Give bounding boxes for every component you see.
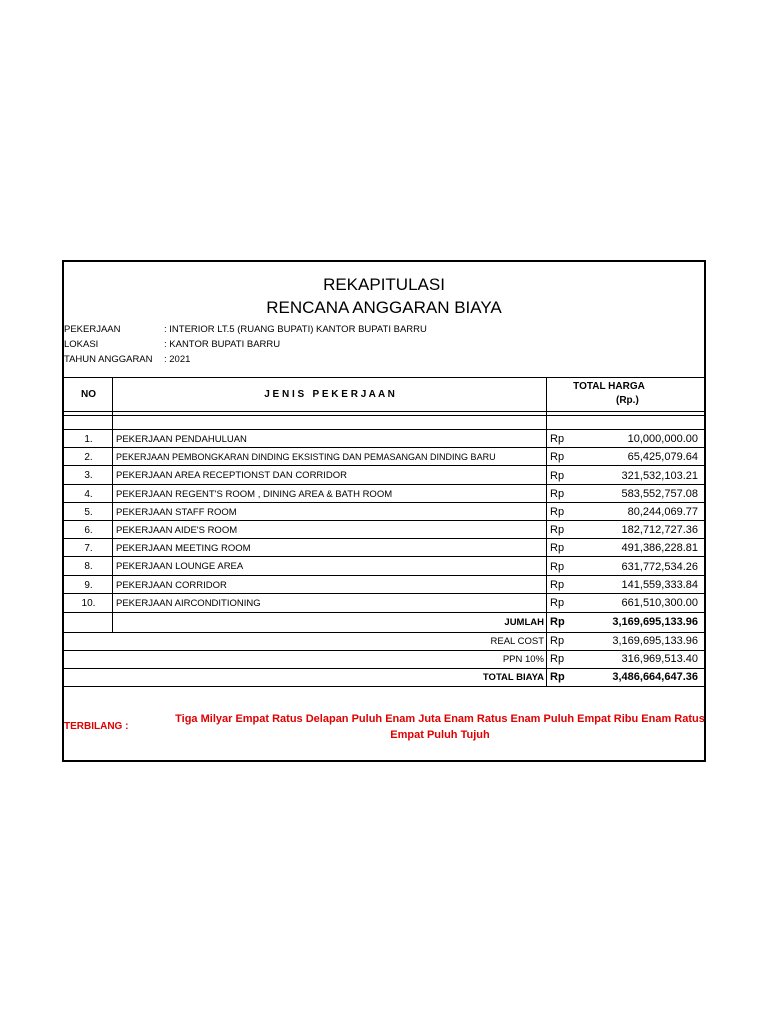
row-desc: PEKERJAAN AREA RECEPTIONST DAN CORRIDOR — [116, 470, 348, 481]
row-no: 7. — [84, 543, 93, 554]
row-no: 5. — [84, 507, 93, 518]
row-amount: 491,386,228.81 — [621, 542, 698, 554]
header-no: NO — [81, 389, 96, 400]
summary-amount-total-biaya: 3,486,664,647.36 — [612, 671, 698, 683]
header-total-harga: TOTAL HARGA — [573, 381, 645, 392]
info-value: : 2021 — [164, 354, 191, 365]
summary-currency: Rp — [550, 616, 565, 628]
row-border — [64, 632, 704, 633]
row-border — [64, 465, 704, 466]
row-desc: PEKERJAAN MEETING ROOM — [116, 543, 251, 554]
row-desc: PEKERJAAN AIDE'S ROOM — [116, 525, 238, 536]
summary-currency: Rp — [550, 671, 565, 683]
row-amount: 65,425,079.64 — [627, 451, 698, 463]
row-border — [64, 612, 704, 613]
row-amount: 182,712,727.36 — [621, 524, 698, 536]
summary-label-total-biaya: TOTAL BIAYA — [482, 672, 544, 683]
summary-label-jumlah: JUMLAH — [504, 617, 544, 628]
row-desc: PEKERJAAN LOUNGE AREA — [116, 561, 244, 572]
row-currency: Rp — [550, 561, 565, 573]
summary-amount-jumlah: 3,169,695,133.96 — [612, 616, 698, 628]
row-currency: Rp — [550, 506, 565, 518]
terbilang-label: TERBILANG : — [64, 721, 129, 732]
row-desc: PEKERJAAN PENDAHULUAN — [116, 434, 247, 445]
header-unit: (Rp.) — [616, 395, 639, 406]
rab-sheet — [62, 260, 706, 762]
row-currency: Rp — [550, 524, 565, 536]
row-no: 4. — [84, 489, 93, 500]
row-desc: PEKERJAAN AIRCONDITIONING — [116, 598, 261, 609]
row-no: 1. — [84, 434, 93, 445]
row-border — [64, 650, 704, 651]
spacer-row-border — [64, 429, 704, 430]
row-currency: Rp — [550, 542, 565, 554]
info-label: LOKASI — [64, 339, 99, 350]
col-divider-total — [546, 377, 547, 686]
info-label: TAHUN ANGGARAN — [64, 354, 153, 365]
row-amount: 631,772,534.26 — [621, 561, 698, 573]
row-no: 10. — [81, 598, 96, 609]
row-amount: 583,552,757.08 — [621, 488, 698, 500]
row-currency: Rp — [550, 579, 565, 591]
header-double-border — [64, 415, 704, 416]
row-amount: 141,559,333.84 — [621, 579, 698, 591]
row-border — [64, 484, 704, 485]
title-rencana-anggaran: RENCANA ANGGARAN BIAYA — [266, 298, 502, 317]
row-border — [64, 668, 704, 669]
summary-label-ppn: PPN 10% — [502, 654, 544, 665]
row-amount: 80,244,069.77 — [627, 506, 698, 518]
row-no: 2. — [84, 452, 93, 463]
summary-amount-real-cost: 3,169,695,133.96 — [612, 635, 698, 647]
row-desc: PEKERJAAN PEMBONGKARAN DINDING EKSISTING DAN PEMASANGAN DINDING BARU — [116, 452, 496, 462]
row-border — [64, 538, 704, 539]
row-border — [64, 593, 704, 594]
row-amount: 10,000,000.00 — [627, 433, 698, 445]
row-border — [64, 575, 704, 576]
col-divider-no — [112, 377, 113, 632]
info-value: : INTERIOR LT.5 (RUANG BUPATI) KANTOR BUPATI BARRU — [164, 324, 427, 335]
header-bottom-border — [64, 411, 704, 412]
row-amount: 661,510,300.00 — [621, 597, 698, 609]
row-border — [64, 556, 704, 557]
summary-label-real-cost: REAL COST — [490, 636, 544, 647]
row-amount: 321,532,103.21 — [621, 470, 698, 482]
row-border — [64, 502, 704, 503]
info-value: : KANTOR BUPATI BARRU — [164, 339, 281, 350]
header-jenis-pekerjaan: J E N I S P E K E R J A A N — [264, 389, 395, 400]
row-no: 9. — [84, 580, 93, 591]
summary-currency: Rp — [550, 635, 565, 647]
row-desc: PEKERJAAN REGENT'S ROOM , DINING AREA & BATH ROOM — [116, 489, 393, 500]
title-rekapitulasi: REKAPITULASI — [323, 275, 445, 294]
info-label: PEKERJAAN — [64, 324, 121, 335]
row-currency: Rp — [550, 488, 565, 500]
row-currency: Rp — [550, 597, 565, 609]
row-desc: PEKERJAAN STAFF ROOM — [116, 507, 237, 518]
row-currency: Rp — [550, 470, 565, 482]
row-no: 3. — [84, 470, 93, 481]
row-border — [64, 520, 704, 521]
terbilang-text: Tiga Milyar Empat Ratus Delapan Puluh Enam Juta Enam Ratus Enam Puluh Empat Ribu Enam Ratus Empat Puluh Tujuh — [175, 713, 705, 741]
row-currency: Rp — [550, 433, 565, 445]
row-border — [64, 447, 704, 448]
row-desc: PEKERJAAN CORRIDOR — [116, 580, 227, 591]
row-no: 8. — [84, 561, 93, 572]
row-no: 6. — [84, 525, 93, 536]
table-bottom-border — [64, 686, 704, 687]
row-currency: Rp — [550, 451, 565, 463]
summary-amount-ppn: 316,969,513.40 — [621, 653, 698, 665]
summary-currency: Rp — [550, 653, 565, 665]
table-top-border — [64, 377, 704, 378]
